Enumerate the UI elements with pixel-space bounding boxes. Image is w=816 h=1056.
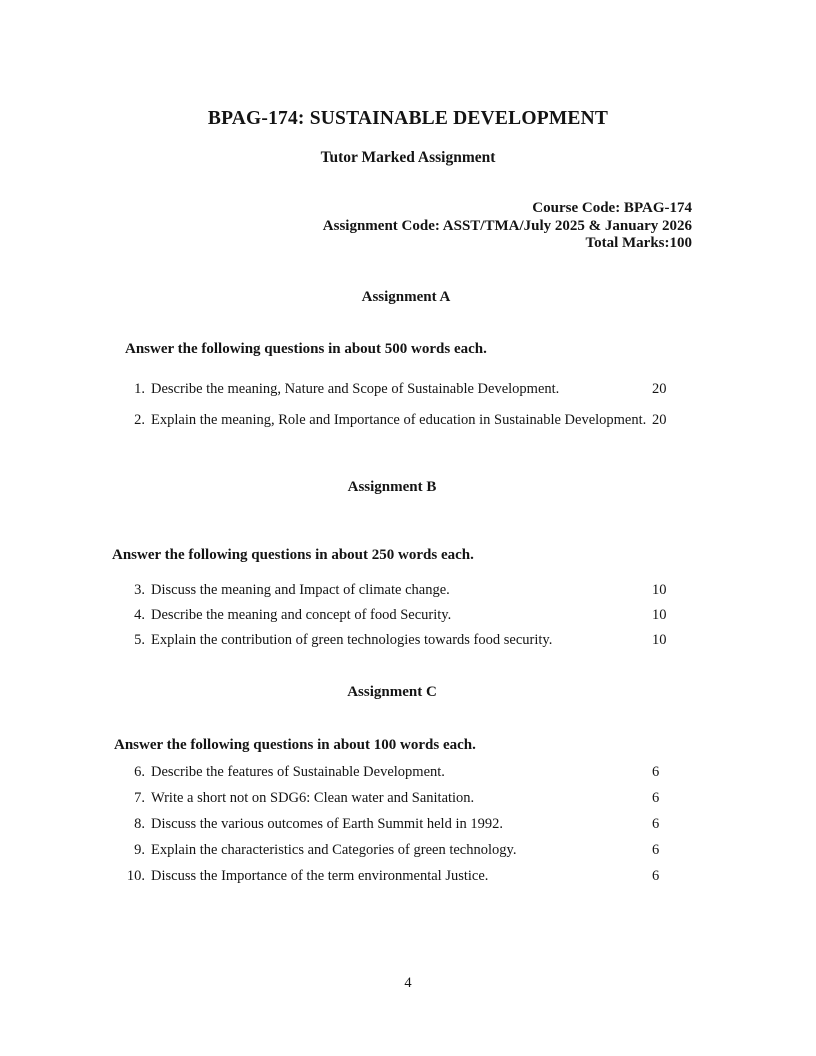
question-marks: 6 bbox=[652, 816, 660, 832]
section-instruction-a: Answer the following questions in about 500 words each. bbox=[125, 341, 487, 357]
page-number: 4 bbox=[404, 975, 412, 991]
question-row bbox=[118, 816, 698, 832]
question-number: 7. bbox=[134, 790, 145, 806]
question-row bbox=[118, 607, 698, 623]
question-list-c bbox=[118, 764, 698, 894]
question-marks: 20 bbox=[652, 412, 667, 428]
question-number: 5. bbox=[134, 632, 145, 648]
question-number: 8. bbox=[134, 816, 145, 832]
question-text: Write a short not on SDG6: Clean water and Sanitation. bbox=[151, 790, 475, 806]
question-text: Explain the contribution of green technologies towards food security. bbox=[151, 632, 553, 648]
question-text: Describe the meaning, Nature and Scope of Sustainable Development. bbox=[151, 381, 560, 397]
page-title: BPAG-174: SUSTAINABLE DEVELOPMENT bbox=[207, 108, 609, 129]
question-text: Explain the meaning, Role and Importance of education in Sustainable Development. bbox=[151, 412, 647, 428]
question-text: Explain the characteristics and Categories of green technology. bbox=[151, 842, 517, 858]
section-instruction-c: Answer the following questions in about 100 words each. bbox=[114, 737, 476, 753]
question-row bbox=[118, 790, 698, 806]
question-number: 2. bbox=[134, 412, 145, 428]
section-heading-c: Assignment C bbox=[347, 684, 437, 700]
section-heading-a: Assignment A bbox=[361, 289, 451, 305]
question-number: 9. bbox=[134, 842, 145, 858]
question-list-b bbox=[118, 582, 698, 657]
question-text: Discuss the Importance of the term environmental Justice. bbox=[151, 868, 489, 884]
question-text: Describe the features of Sustainable Development. bbox=[151, 764, 445, 780]
section-heading-b: Assignment B bbox=[347, 479, 437, 495]
question-text: Describe the meaning and concept of food Security. bbox=[151, 607, 452, 623]
question-row bbox=[118, 632, 698, 648]
question-marks: 6 bbox=[652, 868, 660, 884]
question-marks: 6 bbox=[652, 790, 660, 806]
question-row bbox=[118, 582, 698, 598]
question-row bbox=[118, 381, 698, 397]
assignment-meta-block bbox=[120, 200, 692, 253]
question-row bbox=[118, 764, 698, 780]
question-marks: 10 bbox=[652, 632, 667, 648]
question-row bbox=[118, 842, 698, 858]
question-number: 6. bbox=[134, 764, 145, 780]
section-instruction-b: Answer the following questions in about 250 words each. bbox=[112, 547, 474, 563]
question-row bbox=[118, 868, 698, 884]
question-marks: 10 bbox=[652, 582, 667, 598]
document-subtitle: Tutor Marked Assignment bbox=[320, 149, 496, 166]
question-marks: 10 bbox=[652, 607, 667, 623]
question-number: 1. bbox=[134, 381, 145, 397]
question-text: Discuss the various outcomes of Earth Summit held in 1992. bbox=[151, 816, 503, 832]
question-number: 10. bbox=[126, 868, 145, 884]
total-marks: Total Marks:100 bbox=[585, 235, 692, 251]
question-number: 3. bbox=[134, 582, 145, 598]
question-marks: 6 bbox=[652, 842, 660, 858]
question-marks: 20 bbox=[652, 381, 667, 397]
question-list-a bbox=[118, 381, 698, 443]
question-text: Discuss the meaning and Impact of climate change. bbox=[151, 582, 450, 598]
course-code: Course Code: BPAG-174 bbox=[532, 200, 692, 216]
question-row bbox=[118, 412, 698, 428]
assignment-code: Assignment Code: ASST/TMA/July 2025 & January 2026 bbox=[322, 217, 692, 234]
question-marks: 6 bbox=[652, 764, 660, 780]
question-number: 4. bbox=[134, 607, 145, 623]
